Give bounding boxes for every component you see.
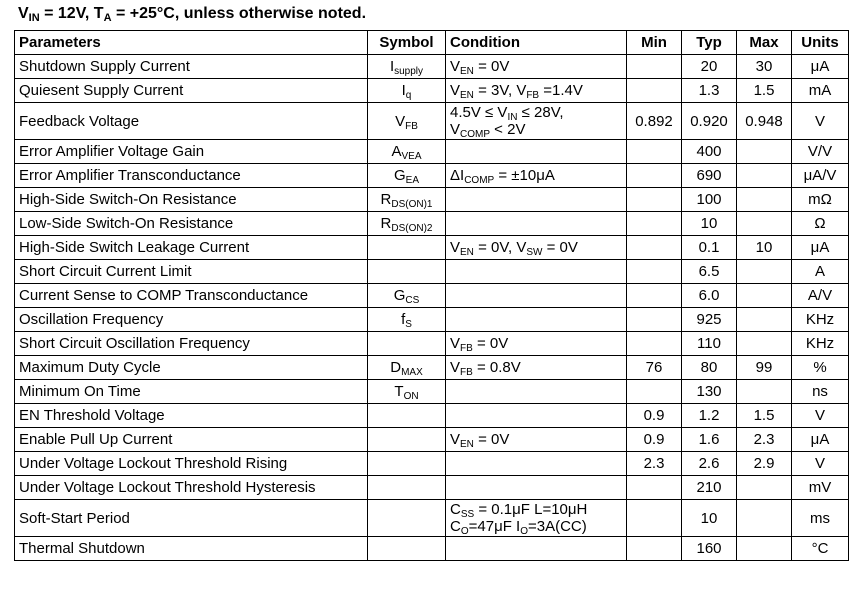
symbol-cell bbox=[368, 500, 446, 537]
min-value bbox=[627, 188, 682, 212]
condition-text: V bbox=[450, 431, 461, 448]
condition-cell bbox=[446, 404, 627, 428]
condition-line bbox=[450, 335, 622, 352]
condition-line bbox=[450, 359, 622, 376]
condition-text: =1.4V bbox=[539, 82, 583, 99]
condition-line bbox=[450, 58, 622, 75]
condition-text: = 0V bbox=[473, 431, 510, 448]
condition-text: C bbox=[450, 518, 461, 535]
symbol-main: G bbox=[393, 287, 406, 304]
table-row bbox=[15, 79, 849, 103]
condition-cell bbox=[446, 236, 627, 260]
parameter-name: Shutdown Supply Current bbox=[15, 55, 368, 79]
unit-value: A/V bbox=[792, 284, 849, 308]
unit-value: μA bbox=[792, 236, 849, 260]
symbol-main: T bbox=[394, 383, 404, 400]
max-value bbox=[737, 164, 792, 188]
parameter-name: EN Threshold Voltage bbox=[15, 404, 368, 428]
table-row bbox=[15, 356, 849, 380]
condition-line bbox=[450, 167, 622, 184]
condition-cell bbox=[446, 79, 627, 103]
parameter-name: Error Amplifier Transconductance bbox=[15, 164, 368, 188]
test-conditions-note bbox=[18, 3, 366, 25]
symbol-cell bbox=[368, 164, 446, 188]
column-header-max: Max bbox=[737, 31, 792, 55]
symbol-cell bbox=[368, 308, 446, 332]
condition-cell bbox=[446, 164, 627, 188]
max-value bbox=[737, 500, 792, 537]
parameter-name: High-Side Switch-On Resistance bbox=[15, 188, 368, 212]
min-value bbox=[627, 284, 682, 308]
typ-value: 400 bbox=[682, 140, 737, 164]
unit-value: V bbox=[792, 452, 849, 476]
condition-text: V bbox=[450, 239, 461, 256]
min-value bbox=[627, 260, 682, 284]
min-value: 0.9 bbox=[627, 428, 682, 452]
table-row bbox=[15, 55, 849, 79]
table-row bbox=[15, 284, 849, 308]
condition-cell bbox=[446, 476, 627, 500]
condition-text: = ±10μA bbox=[494, 167, 555, 184]
min-value bbox=[627, 500, 682, 537]
symbol-subscript: S bbox=[405, 319, 412, 330]
symbol-cell bbox=[368, 79, 446, 103]
condition-cell bbox=[446, 452, 627, 476]
unit-value: KHz bbox=[792, 308, 849, 332]
max-value: 1.5 bbox=[737, 79, 792, 103]
symbol-cell bbox=[368, 260, 446, 284]
condition-text: = 0.8V bbox=[472, 359, 521, 376]
condition-cell bbox=[446, 428, 627, 452]
symbol-main: A bbox=[391, 143, 402, 160]
symbol-cell bbox=[368, 356, 446, 380]
symbol-cell bbox=[368, 188, 446, 212]
table-body bbox=[15, 55, 849, 561]
symbol-cell bbox=[368, 332, 446, 356]
symbol-subscript: VEA bbox=[401, 151, 422, 162]
symbol-main: G bbox=[393, 167, 406, 184]
condition-cell bbox=[446, 140, 627, 164]
max-value: 2.9 bbox=[737, 452, 792, 476]
condition-text: V bbox=[450, 82, 461, 99]
condition-line bbox=[450, 518, 622, 535]
unit-value: KHz bbox=[792, 332, 849, 356]
parameter-name: Low-Side Switch-On Resistance bbox=[15, 212, 368, 236]
condition-subscript: O bbox=[520, 526, 528, 537]
unit-value: ms bbox=[792, 500, 849, 537]
condition-subscript: FB bbox=[460, 367, 473, 378]
min-value bbox=[627, 79, 682, 103]
min-value bbox=[627, 308, 682, 332]
table-row bbox=[15, 308, 849, 332]
condition-text: = 3V, V bbox=[473, 82, 527, 99]
parameter-name: Minimum On Time bbox=[15, 380, 368, 404]
max-value: 0.948 bbox=[737, 103, 792, 140]
table-row bbox=[15, 380, 849, 404]
parameter-name: Maximum Duty Cycle bbox=[15, 356, 368, 380]
condition-text: ΔI bbox=[450, 167, 465, 184]
typ-value: 6.5 bbox=[682, 260, 737, 284]
min-value bbox=[627, 380, 682, 404]
symbol-subscript: MAX bbox=[401, 367, 423, 378]
symbol-cell bbox=[368, 140, 446, 164]
condition-text: V bbox=[450, 121, 461, 138]
max-value bbox=[737, 476, 792, 500]
unit-value: μA/V bbox=[792, 164, 849, 188]
table-row bbox=[15, 260, 849, 284]
min-value: 0.9 bbox=[627, 404, 682, 428]
column-header-symbol: Symbol bbox=[368, 31, 446, 55]
typ-value: 1.6 bbox=[682, 428, 737, 452]
unit-value: °C bbox=[792, 537, 849, 561]
symbol-main: V bbox=[395, 112, 406, 130]
condition-text: < 2V bbox=[490, 121, 526, 138]
max-value bbox=[737, 260, 792, 284]
ta-subscript: A bbox=[103, 12, 112, 24]
min-value bbox=[627, 164, 682, 188]
symbol-subscript: CS bbox=[405, 295, 420, 306]
unit-value: V bbox=[792, 103, 849, 140]
condition-text: = 0V bbox=[472, 335, 509, 352]
condition-text: C bbox=[450, 501, 461, 518]
unit-value: μA bbox=[792, 55, 849, 79]
condition-cell bbox=[446, 332, 627, 356]
condition-subscript: EN bbox=[460, 439, 474, 450]
parameter-name: Thermal Shutdown bbox=[15, 537, 368, 561]
table-row bbox=[15, 332, 849, 356]
condition-subscript: COMP bbox=[464, 175, 495, 186]
max-value bbox=[737, 380, 792, 404]
symbol-cell bbox=[368, 380, 446, 404]
condition-text: = 0V, V bbox=[473, 239, 527, 256]
symbol-subscript: DS(ON)1 bbox=[391, 199, 433, 210]
parameter-name: Error Amplifier Voltage Gain bbox=[15, 140, 368, 164]
max-value bbox=[737, 284, 792, 308]
electrical-characteristics-table bbox=[14, 30, 849, 561]
condition-cell bbox=[446, 188, 627, 212]
unit-value: V/V bbox=[792, 140, 849, 164]
table-header-row bbox=[15, 31, 849, 55]
condition-text: = 0V bbox=[473, 58, 510, 75]
condition-subscript: COMP bbox=[460, 129, 491, 140]
symbol-subscript: supply bbox=[394, 66, 424, 77]
unit-value: Ω bbox=[792, 212, 849, 236]
table-row bbox=[15, 428, 849, 452]
unit-value: V bbox=[792, 404, 849, 428]
symbol-main: R bbox=[380, 215, 392, 232]
unit-value: A bbox=[792, 260, 849, 284]
symbol-cell bbox=[368, 404, 446, 428]
typ-value: 130 bbox=[682, 380, 737, 404]
condition-line bbox=[450, 501, 622, 518]
condition-text: =3A(CC) bbox=[528, 518, 587, 535]
symbol-main: f bbox=[401, 311, 406, 328]
condition-cell bbox=[446, 380, 627, 404]
condition-text: V bbox=[450, 359, 461, 376]
table-row bbox=[15, 476, 849, 500]
condition-subscript: EN bbox=[460, 247, 474, 258]
typ-value: 925 bbox=[682, 308, 737, 332]
condition-cell bbox=[446, 212, 627, 236]
condition-subscript: IN bbox=[507, 112, 518, 123]
condition-line bbox=[450, 121, 622, 138]
min-value bbox=[627, 537, 682, 561]
typ-value: 1.3 bbox=[682, 79, 737, 103]
table-row bbox=[15, 500, 849, 537]
symbol-subscript: q bbox=[405, 90, 412, 101]
table-row bbox=[15, 236, 849, 260]
table-row bbox=[15, 537, 849, 561]
condition-text: = 0V bbox=[542, 239, 578, 256]
ta-symbol: T bbox=[93, 5, 104, 22]
typ-value: 80 bbox=[682, 356, 737, 380]
symbol-cell bbox=[368, 452, 446, 476]
parameter-name: High-Side Switch Leakage Current bbox=[15, 236, 368, 260]
condition-subscript: O bbox=[460, 526, 469, 537]
table-row bbox=[15, 140, 849, 164]
table-row bbox=[15, 103, 849, 140]
condition-cell bbox=[446, 500, 627, 537]
symbol-cell bbox=[368, 103, 446, 140]
typ-value: 160 bbox=[682, 537, 737, 561]
min-value bbox=[627, 236, 682, 260]
typ-value: 20 bbox=[682, 55, 737, 79]
column-header-units: Units bbox=[792, 31, 849, 55]
max-value: 10 bbox=[737, 236, 792, 260]
unit-value: ns bbox=[792, 380, 849, 404]
typ-value: 690 bbox=[682, 164, 737, 188]
unit-value: % bbox=[792, 356, 849, 380]
min-value: 76 bbox=[627, 356, 682, 380]
condition-cell bbox=[446, 537, 627, 561]
parameter-name: Under Voltage Lockout Threshold Rising bbox=[15, 452, 368, 476]
symbol-cell bbox=[368, 428, 446, 452]
condition-cell bbox=[446, 55, 627, 79]
condition-cell bbox=[446, 103, 627, 140]
max-value bbox=[737, 212, 792, 236]
parameter-name: Oscillation Frequency bbox=[15, 308, 368, 332]
symbol-cell bbox=[368, 55, 446, 79]
table-row bbox=[15, 164, 849, 188]
parameter-name: Feedback Voltage bbox=[15, 103, 368, 140]
parameter-name: Short Circuit Current Limit bbox=[15, 260, 368, 284]
typ-value: 110 bbox=[682, 332, 737, 356]
typ-value: 0.1 bbox=[682, 236, 737, 260]
typ-value: 1.2 bbox=[682, 404, 737, 428]
symbol-cell bbox=[368, 537, 446, 561]
symbol-subscript: FB bbox=[405, 120, 418, 132]
table-row bbox=[15, 452, 849, 476]
condition-cell bbox=[446, 356, 627, 380]
min-value bbox=[627, 476, 682, 500]
typ-value: 6.0 bbox=[682, 284, 737, 308]
table-row bbox=[15, 404, 849, 428]
parameter-name: Quiesent Supply Current bbox=[15, 79, 368, 103]
condition-text: 4.5V ≤ V bbox=[450, 104, 508, 121]
max-value bbox=[737, 332, 792, 356]
condition-subscript: SS bbox=[460, 509, 475, 520]
unit-value: mV bbox=[792, 476, 849, 500]
condition-subscript: EN bbox=[460, 66, 474, 77]
condition-text: =47μF I bbox=[468, 518, 521, 535]
min-value bbox=[627, 332, 682, 356]
min-value: 2.3 bbox=[627, 452, 682, 476]
condition-text: V bbox=[450, 58, 461, 75]
symbol-cell bbox=[368, 284, 446, 308]
condition-cell bbox=[446, 260, 627, 284]
vin-subscript: IN bbox=[28, 12, 40, 24]
condition-subscript: EN bbox=[460, 90, 474, 101]
symbol-main: D bbox=[390, 359, 402, 376]
parameter-name: Current Sense to COMP Transconductance bbox=[15, 284, 368, 308]
symbol-cell bbox=[368, 476, 446, 500]
typ-value: 0.920 bbox=[682, 103, 737, 140]
column-header-condition: Condition bbox=[446, 31, 627, 55]
parameter-name: Under Voltage Lockout Threshold Hysteresis bbox=[15, 476, 368, 500]
typ-value: 210 bbox=[682, 476, 737, 500]
parameter-name: Enable Pull Up Current bbox=[15, 428, 368, 452]
condition-text: ≤ 28V, bbox=[517, 104, 564, 121]
min-value: 0.892 bbox=[627, 103, 682, 140]
unit-value: mA bbox=[792, 79, 849, 103]
vin-value: = 12V, bbox=[39, 5, 94, 22]
symbol-main: R bbox=[380, 191, 392, 208]
condition-line bbox=[450, 104, 622, 121]
typ-value: 100 bbox=[682, 188, 737, 212]
max-value bbox=[737, 188, 792, 212]
vin-symbol: V bbox=[18, 5, 29, 22]
max-value: 30 bbox=[737, 55, 792, 79]
typ-value: 10 bbox=[682, 500, 737, 537]
max-value: 2.3 bbox=[737, 428, 792, 452]
symbol-cell bbox=[368, 236, 446, 260]
condition-cell bbox=[446, 284, 627, 308]
table-row bbox=[15, 212, 849, 236]
parameter-name: Short Circuit Oscillation Frequency bbox=[15, 332, 368, 356]
column-header-min: Min bbox=[627, 31, 682, 55]
typ-value: 2.6 bbox=[682, 452, 737, 476]
table-row bbox=[15, 188, 849, 212]
max-value: 99 bbox=[737, 356, 792, 380]
symbol-subscript: ON bbox=[403, 391, 419, 402]
max-value bbox=[737, 537, 792, 561]
unit-value: mΩ bbox=[792, 188, 849, 212]
unit-value: μA bbox=[792, 428, 849, 452]
min-value bbox=[627, 55, 682, 79]
condition-cell bbox=[446, 308, 627, 332]
condition-line bbox=[450, 431, 622, 448]
ta-value: = +25°C, unless otherwise noted. bbox=[111, 5, 367, 22]
condition-text: V bbox=[450, 335, 461, 352]
max-value: 1.5 bbox=[737, 404, 792, 428]
column-header-typ: Typ bbox=[682, 31, 737, 55]
condition-subscript: FB bbox=[526, 90, 540, 101]
typ-value: 10 bbox=[682, 212, 737, 236]
symbol-subscript: DS(ON)2 bbox=[391, 223, 433, 234]
symbol-main: I bbox=[401, 82, 406, 99]
max-value bbox=[737, 308, 792, 332]
symbol-subscript: EA bbox=[405, 175, 419, 186]
max-value bbox=[737, 140, 792, 164]
condition-subscript: SW bbox=[526, 247, 543, 258]
condition-line bbox=[450, 82, 622, 99]
column-header-parameters: Parameters bbox=[15, 31, 368, 55]
condition-text: = 0.1μF L=10μH bbox=[474, 501, 588, 518]
min-value bbox=[627, 140, 682, 164]
min-value bbox=[627, 212, 682, 236]
symbol-cell bbox=[368, 212, 446, 236]
parameter-name: Soft-Start Period bbox=[15, 500, 368, 537]
symbol-main: I bbox=[389, 58, 395, 75]
condition-subscript: FB bbox=[460, 343, 473, 354]
condition-line bbox=[450, 239, 622, 256]
